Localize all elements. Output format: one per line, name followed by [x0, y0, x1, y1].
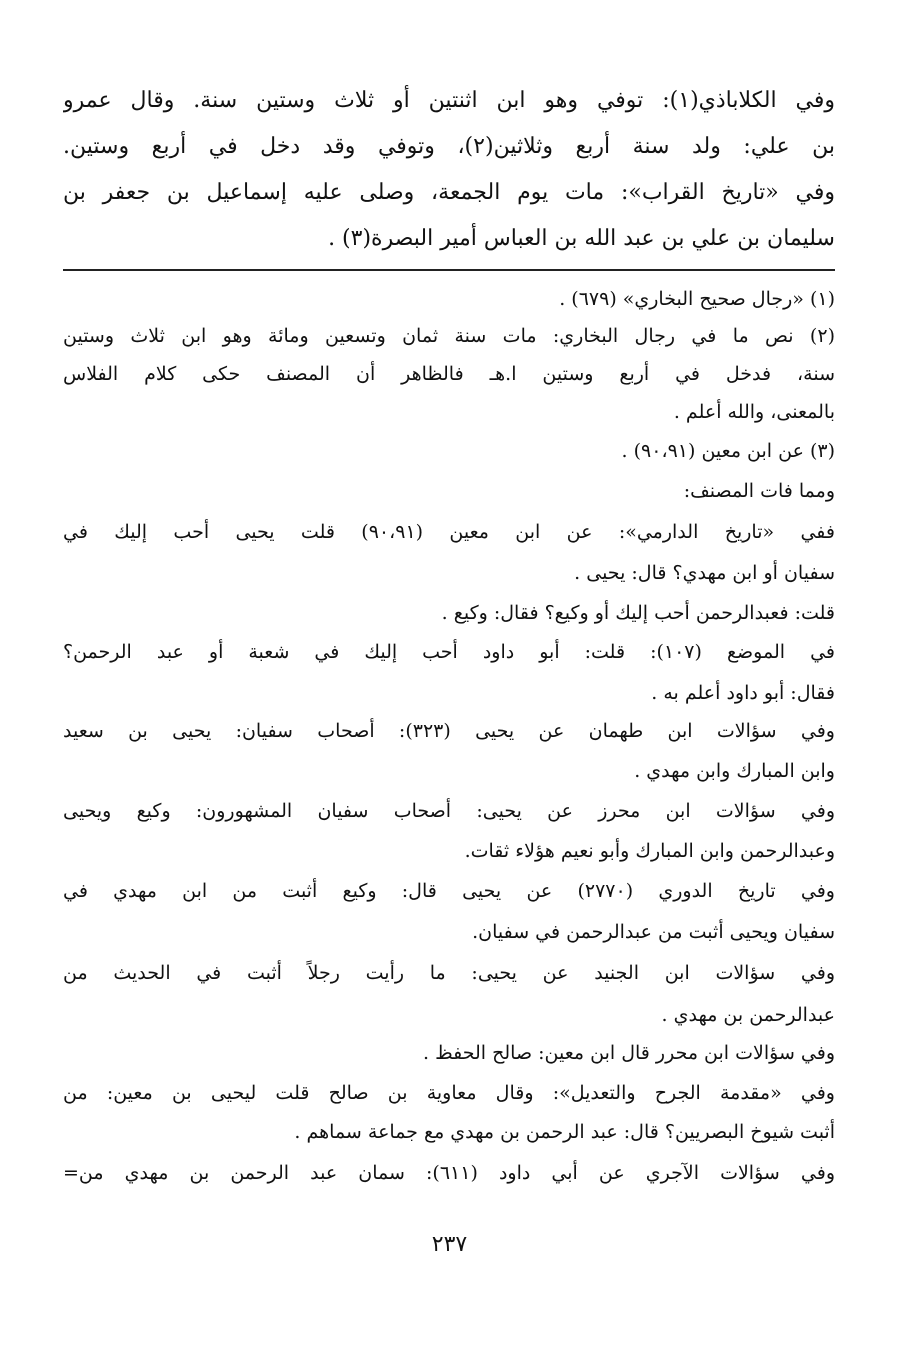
footnote-line: وفي «مقدمة الجرح والتعديل»: وقال معاوية بن صالح قلت ليحيى بن معين: من: [63, 1082, 835, 1104]
main-text-line: وفي الكلاباذي(١): توفي وهو ابن اثنتين أو ثلاث وستين سنة. وقال عمرو: [63, 88, 835, 113]
main-text-line: سليمان بن علي بن عبد الله بن العباس أمير البصرة(٣) .: [328, 226, 835, 251]
footnote-line: سفيان أو ابن مهدي؟ قال: يحيى .: [574, 562, 835, 584]
footnote-line: ومما فات المصنف:: [683, 480, 835, 502]
footnote-line: في الموضع (١٠٧): قلت: أبو داود أحب إليك في شعبة أو عبد الرحمن؟: [63, 641, 835, 663]
footnote-line: (٢) نص ما في رجال البخاري: مات سنة ثمان وتسعين ومائة وهو ابن ثلاث وستين: [63, 325, 835, 347]
footnote-line: وفي سؤالات ابن الجنيد عن يحيى: ما رأيت رجلاً أثبت في الحديث من: [63, 962, 835, 984]
footnote-line: سفيان ويحيى أثبت من عبدالرحمن في سفيان.: [472, 921, 835, 943]
footnote-line: أثبت شيوخ البصريين؟ قال: عبد الرحمن بن مهدي مع جماعة سماهم .: [294, 1121, 835, 1143]
footnote-line: بالمعنى، والله أعلم .: [673, 401, 835, 423]
main-text-line: بن علي: ولد سنة أربع وثلاثين(٢)، وتوفي وقد دخل في أربع وستين.: [63, 134, 835, 159]
footnote-separator: [63, 269, 835, 271]
footnote-line: قلت: فعبدالرحمن أحب إليك أو وكيع؟ فقال: وكيع .: [441, 602, 835, 624]
footnote-line: وفي سؤالات ابن محرر قال ابن معين: صالح الحفظ .: [423, 1042, 835, 1064]
main-text-line: وفي «تاريخ القراب»: مات يوم الجمعة، وصلى عليه إسماعيل بن جعفر بن: [63, 180, 835, 205]
footnote-line: عبدالرحمن بن مهدي .: [661, 1004, 835, 1026]
footnote-line: سنة، فدخل في أربع وستين ا.هـ فالظاهر أن المصنف حكى كلام الفلاس: [63, 363, 835, 385]
footnote-line: وابن المبارك وابن مهدي .: [634, 760, 835, 782]
footnote-line: ففي «تاريخ الدارمي»: عن ابن معين (٩٠،٩١) قلت يحيى أحب إليك في: [63, 521, 835, 543]
footnote-line: وفي سؤالات ابن طهمان عن يحيى (٣٢٣): أصحاب سفيان: يحيى بن سعيد: [63, 720, 835, 742]
footnote-line: وفي سؤالات الآجري عن أبي داود (٦١١): سمان عبد الرحمن بن مهدي من=: [63, 1162, 835, 1184]
footnote-line: وفي سؤالات ابن محرز عن يحيى: أصحاب سفيان المشهورون: وكيع ويحيى: [63, 800, 835, 822]
footnote-line: (٣) عن ابن معين (٩٠،٩١) .: [621, 440, 835, 462]
footnote-line: وعبدالرحمن وابن المبارك وأبو نعيم هؤلاء ثقات.: [464, 840, 835, 862]
footnote-line: فقال: أبو داود أعلم به .: [651, 682, 835, 704]
footnote-line: وفي تاريخ الدوري (٢٧٧٠) عن يحيى قال: وكيع أثبت من ابن مهدي في: [63, 880, 835, 902]
footnote-line: (١) «رجال صحيح البخاري» (٦٧٩) .: [559, 288, 835, 310]
page-number: ٢٣٧: [431, 1232, 468, 1257]
